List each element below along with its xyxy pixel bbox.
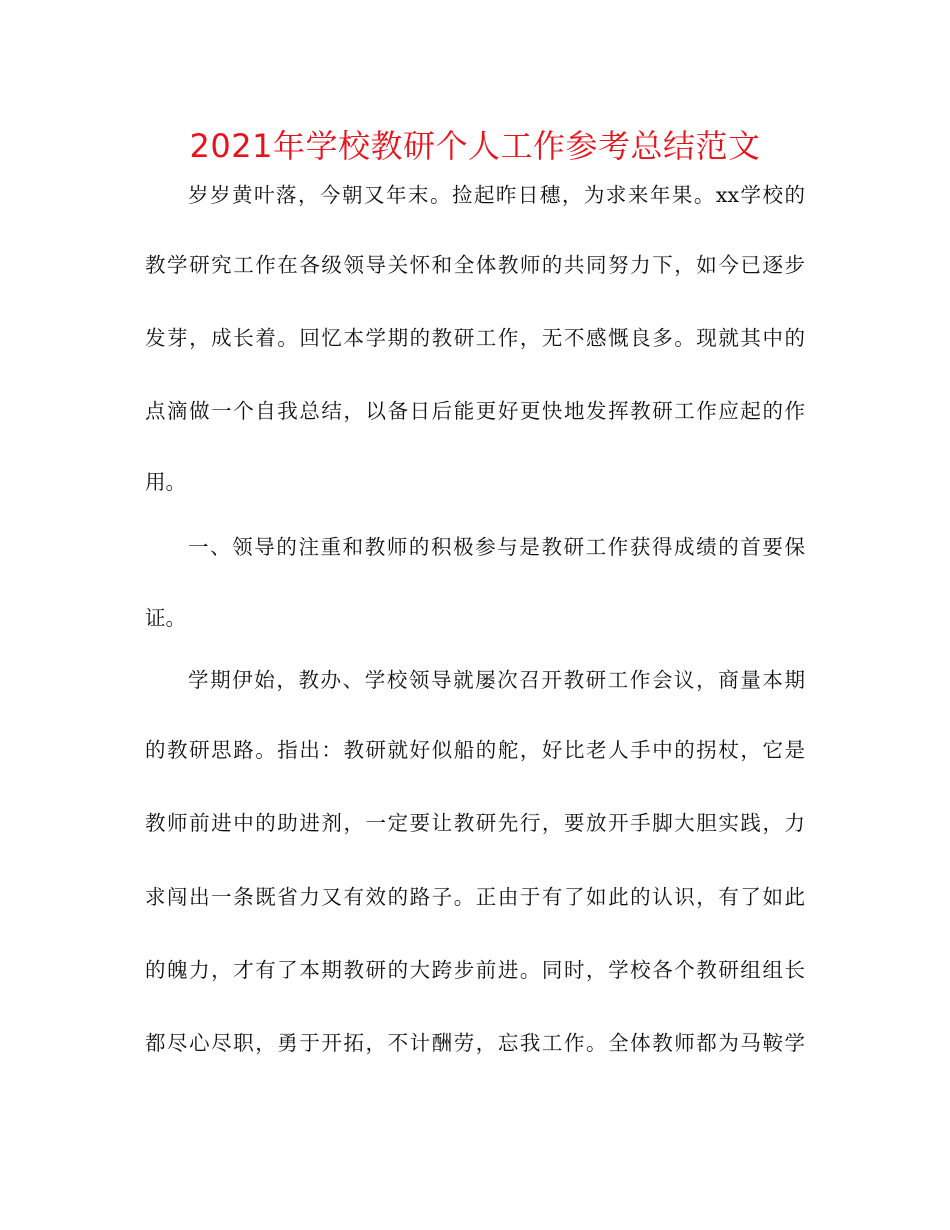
document-title: 2021年学校教研个人工作参考总结范文 xyxy=(189,127,761,165)
paragraph-line: 点滴做一个自我总结，以备日后能更好更快地发挥教研工作应起的作 xyxy=(145,399,805,423)
paragraph-line: 学期伊始，教办、学校领导就屡次召开教研工作会议，商量本期 xyxy=(188,668,805,692)
paragraph-line: 一、领导的注重和教师的积极参与是教研工作获得成绩的首要保 xyxy=(188,535,805,559)
paragraph-line: 的魄力，才有了本期教研的大跨步前进。同时，学校各个教研组组长 xyxy=(145,958,805,982)
paragraph-line: 证。 xyxy=(145,606,186,630)
paragraph-line: 教学研究工作在各级领导关怀和全体教师的共同努力下，如今已逐步 xyxy=(145,253,805,277)
paragraph-line: 求闯出一条既省力又有效的路子。正由于有了如此的认识，有了如此 xyxy=(145,885,805,909)
paragraph-line: 都尽心尽职，勇于开拓，不计酬劳，忘我工作。全体教师都为马鞍学 xyxy=(145,1031,805,1055)
paragraph-line: 的教研思路。指出：教研就好似船的舵，好比老人手中的拐杖，它是 xyxy=(145,738,805,762)
paragraph-line: 用。 xyxy=(145,470,186,494)
paragraph-line: 教师前进中的助进剂，一定要让教研先行，要放开手脚大胆实践，力 xyxy=(145,811,805,835)
paragraph-line: 岁岁黄叶落，今朝又年末。捡起昨日穗，为求来年果。xx学校的 xyxy=(188,183,805,207)
paragraph-line: 发芽，成长着。回忆本学期的教研工作，无不感慨良多。现就其中的 xyxy=(145,326,805,350)
